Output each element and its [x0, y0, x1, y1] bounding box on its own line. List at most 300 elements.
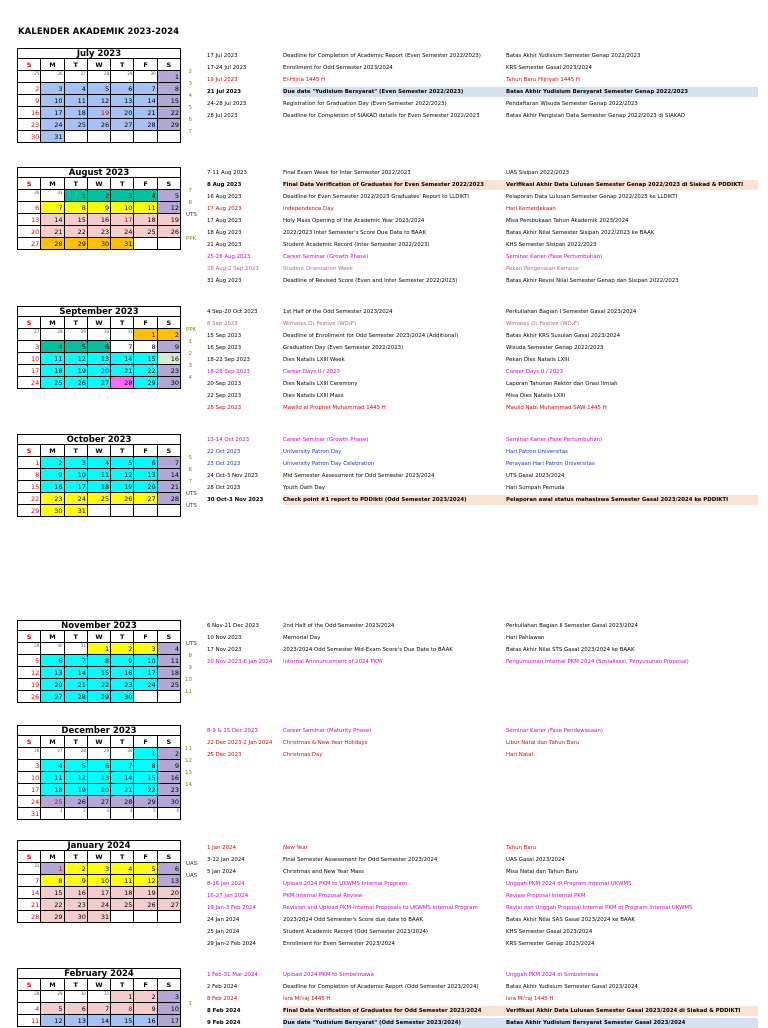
day-cell: 4 — [157, 643, 180, 655]
event-date: 17 Jul 2023 — [207, 53, 238, 59]
event-date: 25 Jan 2024 — [207, 929, 240, 935]
day-cell: 19 — [157, 214, 180, 226]
event-english: Career Days II / 2023 — [283, 369, 341, 375]
adjacent-month-day: 30 — [111, 748, 134, 760]
day-cell: 30 — [18, 131, 41, 143]
day-cell: 15 — [18, 481, 41, 493]
event-indonesian: Wisuda Semester Genap 2022/2023 — [506, 345, 604, 351]
day-cell: 3 — [18, 341, 41, 353]
weekday-header: T — [64, 59, 87, 71]
event-date: 17 Nov 2023 — [207, 647, 242, 653]
day-cell: 9 — [41, 469, 64, 481]
weekday-header: T — [64, 178, 87, 190]
month-title: July 2023 — [17, 48, 181, 58]
event-date: 16 Aug 2023 — [207, 194, 242, 200]
day-cell — [157, 131, 180, 143]
event-indonesian: Pendaftaran Wisuda Semester Genap 2022/2023 — [506, 101, 638, 107]
day-cell: 30 — [64, 911, 87, 923]
day-cell: 4 — [41, 341, 64, 353]
day-cell: 28 — [111, 377, 134, 389]
event-indonesian: Hari Sumpah Pemuda — [506, 485, 565, 491]
day-cell: 6 — [18, 202, 41, 214]
day-cell: 30 — [87, 238, 110, 250]
event-date: 16 Sep 2023 — [207, 345, 242, 351]
adjacent-month-day: 29 — [64, 329, 87, 341]
weekday-header: T — [64, 445, 87, 457]
event-english: Enrollment for Odd Semester 2023/2024 — [283, 65, 393, 71]
weekday-header: M — [41, 979, 64, 991]
event-row — [0, 307, 760, 317]
adjacent-month-day: 30 — [134, 71, 157, 83]
day-cell: 29 — [64, 238, 87, 250]
event-row — [0, 276, 760, 286]
day-cell: 25 — [111, 899, 134, 911]
day-cell: 22 — [64, 226, 87, 238]
day-cell: 2 — [64, 863, 87, 875]
day-cell: 13 — [64, 1015, 87, 1027]
day-cell: 9 — [111, 655, 134, 667]
weekday-header: W — [87, 736, 110, 748]
day-cell: 25 — [157, 679, 180, 691]
day-cell: 28 — [134, 119, 157, 131]
weekday-header: T — [111, 445, 134, 457]
event-english: Final Exam Week for Inter Semester 2022/2023 — [283, 170, 411, 176]
weekday-header: T — [111, 851, 134, 863]
weekday-header: F — [134, 979, 157, 991]
adjacent-month-day: 27 — [41, 748, 64, 760]
adjacent-month-day: 4 — [111, 808, 134, 820]
adjacent-month-day: 30 — [41, 643, 64, 655]
event-date: 13-14 Oct 2023 — [207, 437, 250, 443]
event-english: Final Data Verification of Graduates for Odd Semester 2023/2024 — [283, 1006, 507, 1016]
day-cell: 16 — [87, 214, 110, 226]
day-cell: 1 — [157, 71, 180, 83]
event-english: Due date "Yudisium Bersyarat" (Even Semester 2022/2023) — [283, 87, 507, 97]
event-english: Final Semester Assessment for Odd Semester 2023/2024 — [283, 857, 438, 863]
weekday-header: S — [18, 317, 41, 329]
adjacent-month-day: 29 — [111, 71, 134, 83]
weekday-header: S — [18, 851, 41, 863]
event-indonesian: Tahun Baru — [506, 845, 537, 851]
weekday-header: F — [134, 59, 157, 71]
day-cell: 23 — [18, 119, 41, 131]
event-row — [0, 750, 760, 760]
day-cell — [157, 691, 180, 703]
day-cell: 5 — [18, 655, 41, 667]
event-row — [0, 994, 760, 1004]
weekday-header: S — [18, 178, 41, 190]
day-cell: 26 — [111, 493, 134, 505]
event-row — [0, 75, 760, 85]
event-english: Student Academic Record (Odd Semester 2023/2024) — [283, 929, 429, 935]
event-date: 8 Aug 2023 — [207, 182, 242, 188]
event-date: 22 Oct 2023 — [207, 449, 241, 455]
adjacent-month-day: 28 — [64, 748, 87, 760]
day-cell: 16 — [111, 667, 134, 679]
event-english: Mid Semester Assessment for Odd Semester 2023/2024 — [283, 473, 435, 479]
weekday-header: T — [111, 178, 134, 190]
week-label: 11 — [185, 746, 192, 752]
weekday-header: F — [134, 851, 157, 863]
adjacent-month-day: 26 — [18, 748, 41, 760]
day-cell: 5 — [134, 863, 157, 875]
day-cell: 7 — [111, 760, 134, 772]
weekday-header: T — [64, 851, 87, 863]
week-label: 1 — [188, 339, 192, 345]
event-date: 24 Oct-3 Nov 2023 — [207, 473, 258, 479]
month-title: January 2024 — [17, 840, 181, 850]
day-cell: 5 — [87, 83, 110, 95]
day-cell — [87, 505, 110, 517]
day-cell: 22 — [157, 107, 180, 119]
day-cell: 5 — [111, 457, 134, 469]
day-cell: 24 — [41, 119, 64, 131]
day-cell: 2 — [18, 83, 41, 95]
event-date: 1 Jan 2024 — [207, 845, 236, 851]
event-date: 8 Feb 2024 — [207, 1008, 241, 1014]
day-cell: 5 — [157, 190, 180, 202]
day-cell: 30 — [41, 505, 64, 517]
day-cell: 27 — [157, 899, 180, 911]
event-row — [0, 63, 760, 73]
weekday-header: S — [157, 851, 180, 863]
day-cell: 20 — [157, 887, 180, 899]
event-date: 23 Oct 2023 — [207, 461, 241, 467]
adjacent-month-day: 30 — [18, 190, 41, 202]
event-date: 7-11 Aug 2023 — [207, 170, 247, 176]
event-indonesian: Batas Akhir Pengisian Data Semester Genap 2022/2023 di SIAKAD — [506, 113, 686, 119]
event-date: 28 Aug-2 Sep 2023 — [207, 266, 259, 272]
event-indonesian: Verifikasi Akhir Data Lulusan Semester Gasal 2023/2024 di Siakad & PDDIKTI — [506, 1006, 758, 1016]
day-cell: 27 — [134, 493, 157, 505]
event-indonesian: Perkuliahan Bagian II Semester Gasal 2023/2024 — [506, 623, 638, 629]
day-cell: 13 — [41, 667, 64, 679]
day-cell: 2 — [134, 991, 157, 1003]
event-row — [0, 621, 760, 631]
event-indonesian: Review Proposal Internal PKM — [506, 893, 586, 899]
day-cell: 11 — [41, 353, 64, 365]
event-date: 8-9 & 15 Dec 2023 — [207, 728, 258, 734]
event-indonesian: UAS Gasal 2023/2024 — [506, 857, 565, 863]
event-english: 2nd Half of the Odd Semester 2023/2024 — [283, 623, 395, 629]
event-indonesian: KHS Semester Sisipan 2022/2023 — [506, 242, 597, 248]
weekday-header: M — [41, 59, 64, 71]
weekday-header: S — [18, 445, 41, 457]
event-english: Check point #1 report to PDDikti (Odd Semester 2023/2024) — [283, 495, 507, 505]
day-cell: 22 — [134, 784, 157, 796]
week-label: 13 — [185, 770, 192, 776]
day-cell: 14 — [157, 469, 180, 481]
day-cell: 31 — [41, 131, 64, 143]
event-indonesian: Hari Natal — [506, 752, 534, 758]
day-cell: 7 — [41, 202, 64, 214]
weekday-header: F — [134, 736, 157, 748]
event-date: 8-16 Jan 2024 — [207, 881, 245, 887]
event-english: University Patron Day — [283, 449, 342, 455]
event-date: 31 Aug 2023 — [207, 278, 242, 284]
event-indonesian: Batas Akhir Revisi Nilai Semester Genap dan Sisipan 2022/2023 — [506, 278, 679, 284]
day-cell: 6 — [64, 1003, 87, 1015]
event-row — [0, 915, 760, 925]
event-row — [0, 483, 760, 493]
day-cell: 2 — [157, 748, 180, 760]
day-cell: 3 — [18, 760, 41, 772]
weekday-header: W — [87, 631, 110, 643]
day-cell: 1 — [87, 643, 110, 655]
day-cell: 10 — [111, 202, 134, 214]
event-row — [0, 99, 760, 109]
event-date: 21 Jul 2023 — [207, 89, 241, 95]
adjacent-month-day: 2 — [64, 808, 87, 820]
day-cell: 9 — [157, 341, 180, 353]
weekday-header: T — [111, 736, 134, 748]
adjacent-month-day: 31 — [18, 863, 41, 875]
day-cell: 12 — [18, 667, 41, 679]
event-date: 19 Jul 2023 — [207, 77, 238, 83]
week-label: 8 — [188, 200, 192, 206]
weekday-header: M — [41, 736, 64, 748]
event-indonesian: Pekan Dies Natalis LXIII — [506, 357, 570, 363]
event-date: 8 Feb 2024 — [207, 996, 238, 1002]
adjacent-month-day: 30 — [64, 991, 87, 1003]
day-cell: 29 — [157, 119, 180, 131]
event-date: 21 Aug 2023 — [207, 242, 242, 248]
weekday-header: T — [64, 317, 87, 329]
week-label: 2 — [188, 69, 192, 75]
event-date: 24-28 Jul 2023 — [207, 101, 247, 107]
week-label: UAS — [186, 861, 198, 867]
day-cell: 23 — [87, 226, 110, 238]
day-cell: 17 — [111, 214, 134, 226]
event-english: Holy Mass Opening of the Academic Year 2023/2024 — [283, 218, 425, 224]
day-cell: 7 — [111, 341, 134, 353]
event-indonesian: Tahun Baru Hijriyah 1445 H — [506, 77, 580, 83]
day-cell: 20 — [18, 226, 41, 238]
day-cell: 16 — [41, 481, 64, 493]
day-cell: 26 — [157, 226, 180, 238]
day-cell: 3 — [87, 863, 110, 875]
weekday-header: F — [134, 445, 157, 457]
day-cell — [157, 505, 180, 517]
day-cell: 13 — [18, 214, 41, 226]
event-row — [0, 252, 760, 262]
event-indonesian: Isra Mi'raj 1445 H — [506, 996, 554, 1002]
day-cell: 26 — [134, 899, 157, 911]
day-cell: 15 — [134, 353, 157, 365]
event-indonesian: Verifikasi Akhir Data Lulusan Semester Genap 2022/2023 di Siakad & PDDIKTI — [506, 180, 758, 190]
adjacent-month-day: 6 — [157, 808, 180, 820]
day-cell: 18 — [134, 214, 157, 226]
event-english: Upload 2024 PKM to UKWMS Internal Program — [283, 881, 407, 887]
day-cell: 24 — [87, 899, 110, 911]
day-cell: 8 — [157, 83, 180, 95]
day-cell: 5 — [64, 760, 87, 772]
event-english: Dies Natalis LXIII Ceremony — [283, 381, 358, 387]
event-indonesian: Unggah PKM 2024 di Program Internal UKWMS — [506, 881, 632, 887]
event-row — [0, 633, 760, 643]
event-row — [0, 192, 760, 202]
event-indonesian: Batas Akhir Nilai STS Gasal 2023/2024 ke BAAK — [506, 647, 635, 653]
day-cell: 13 — [134, 469, 157, 481]
day-cell: 14 — [134, 95, 157, 107]
event-date: 20 Sep 2023 — [207, 381, 242, 387]
day-cell: 3 — [157, 991, 180, 1003]
day-cell: 27 — [41, 691, 64, 703]
event-english: Memorial Day — [283, 635, 321, 641]
event-english: El-Hijria 1445 H — [283, 77, 326, 83]
day-cell: 24 — [111, 226, 134, 238]
day-cell: 12 — [111, 469, 134, 481]
day-cell: 4 — [64, 83, 87, 95]
day-cell: 30 — [111, 691, 134, 703]
event-row — [0, 1018, 760, 1028]
weekday-header: W — [87, 979, 110, 991]
week-label: 3 — [188, 81, 192, 87]
day-cell: 8 — [111, 1003, 134, 1015]
day-cell: 16 — [134, 1015, 157, 1027]
day-cell: 14 — [41, 214, 64, 226]
event-english: 2023/2024 Odd Semester Mid-Exam Score's Due Date to BAAK — [283, 647, 453, 653]
weekday-header: M — [41, 317, 64, 329]
event-indonesian: KHS Semester Gasal 2023/2024 — [506, 929, 593, 935]
day-cell — [64, 131, 87, 143]
day-cell: 2 — [87, 190, 110, 202]
weekday-header: T — [64, 979, 87, 991]
weekday-header: S — [157, 317, 180, 329]
day-cell: 1 — [18, 457, 41, 469]
day-cell: 19 — [87, 107, 110, 119]
event-row — [0, 264, 760, 274]
month-title: November 2023 — [17, 620, 181, 630]
day-cell: 15 — [111, 1015, 134, 1027]
weekday-header: M — [41, 851, 64, 863]
day-cell: 12 — [134, 875, 157, 887]
event-english: PKM Internal Proposal Review — [283, 893, 363, 899]
event-indonesian: Pelaporan awal status mahasiswa Semester Gasal 2023/2024 ke PDDIKTI — [506, 495, 758, 505]
event-date: 2 Feb 2024 — [207, 984, 238, 990]
event-english: Deadline of Revised Score (Even and Inter Semester 2022/2023) — [283, 278, 458, 284]
day-cell: 11 — [64, 95, 87, 107]
event-row — [0, 939, 760, 949]
weekday-header: T — [111, 59, 134, 71]
weekday-header: S — [157, 445, 180, 457]
event-date: 3-12 Jan 2024 — [207, 857, 245, 863]
event-date: 28 Jul 2023 — [207, 113, 238, 119]
weekday-header: W — [87, 317, 110, 329]
event-indonesian: Perayaan Hari Patron Universitas — [506, 461, 595, 467]
day-cell: 14 — [111, 772, 134, 784]
adjacent-month-day: 27 — [64, 71, 87, 83]
event-indonesian: Batas Akhir Yudisium Bersyarat Semester Gasal 2023/2024 — [506, 1018, 758, 1028]
event-indonesian: Misa Natal dan Tahun Baru — [506, 869, 579, 875]
event-row — [0, 495, 760, 505]
event-row — [0, 403, 760, 413]
day-cell: 25 — [87, 493, 110, 505]
day-cell: 9 — [64, 875, 87, 887]
weekday-header: W — [87, 851, 110, 863]
day-cell: 14 — [111, 353, 134, 365]
week-label: 11 — [185, 689, 192, 695]
weekday-header: S — [157, 59, 180, 71]
day-cell: 19 — [134, 887, 157, 899]
day-cell: 4 — [18, 1003, 41, 1015]
day-cell: 28 — [18, 911, 41, 923]
event-english: Dies Natalis LXIII Mass — [283, 393, 344, 399]
day-cell: 1 — [41, 863, 64, 875]
weekday-header: S — [18, 59, 41, 71]
day-cell: 1 — [111, 991, 134, 1003]
event-indonesian: KRS Semester Gasal 2023/2024 — [506, 65, 592, 71]
day-cell: 9 — [18, 95, 41, 107]
day-cell: 29 — [18, 505, 41, 517]
day-cell: 8 — [134, 341, 157, 353]
day-cell: 18 — [87, 481, 110, 493]
day-cell: 13 — [87, 353, 110, 365]
event-date: 17 Aug 2023 — [207, 218, 242, 224]
week-label: 2 — [188, 351, 192, 357]
event-date: 6 Nov-21 Dec 2023 — [207, 623, 259, 629]
event-indonesian: Pekan Pengenalan Kampus — [506, 266, 579, 272]
weekday-header: W — [87, 445, 110, 457]
event-row — [0, 435, 760, 445]
event-row — [0, 471, 760, 481]
day-cell: 21 — [111, 784, 134, 796]
event-row — [0, 867, 760, 877]
day-cell — [111, 131, 134, 143]
day-cell: 13 — [111, 95, 134, 107]
week-label: 9 — [188, 665, 192, 671]
adjacent-month-day: 25 — [18, 71, 41, 83]
event-indonesian: Career Days II / 2023 — [506, 369, 564, 375]
week-label: 7 — [188, 188, 192, 194]
adjacent-month-day: 1 — [41, 808, 64, 820]
event-row — [0, 343, 760, 353]
adjacent-month-day: 27 — [18, 329, 41, 341]
day-cell: 3 — [41, 83, 64, 95]
day-cell: 20 — [41, 679, 64, 691]
day-cell: 24 — [64, 493, 87, 505]
event-date: 24 Jan 2024 — [207, 917, 240, 923]
day-cell: 2 — [157, 329, 180, 341]
day-cell: 18 — [41, 365, 64, 377]
event-date: 30 Oct-3 Nov 2023 — [207, 497, 264, 503]
day-cell: 9 — [87, 202, 110, 214]
day-cell: 7 — [157, 457, 180, 469]
day-cell: 26 — [64, 796, 87, 808]
event-date: 18-22 Sep 2023 — [207, 357, 250, 363]
day-cell: 2 — [41, 457, 64, 469]
day-cell: 21 — [64, 679, 87, 691]
weekday-header: S — [18, 979, 41, 991]
day-cell: 22 — [18, 493, 41, 505]
day-cell: 6 — [134, 457, 157, 469]
event-english: Deadline for Completion of SIAKAD details for Even Semester 2022/2023 — [283, 113, 480, 119]
event-indonesian: UTS Gasal 2023/2024 — [506, 473, 565, 479]
day-cell: 28 — [64, 691, 87, 703]
day-cell: 24 — [134, 679, 157, 691]
day-cell: 9 — [134, 1003, 157, 1015]
day-cell: 28 — [111, 796, 134, 808]
event-english: Independence Day — [283, 206, 334, 212]
day-cell: 4 — [41, 760, 64, 772]
event-date: 22 Dec 2023-2 Jan 2024 — [207, 740, 273, 746]
week-label: 5 — [188, 455, 192, 461]
day-cell: 12 — [157, 202, 180, 214]
week-label: 4 — [188, 375, 192, 381]
day-cell: 11 — [134, 202, 157, 214]
event-indonesian: Misa Pembukaan Tahun Akademik 2023/2024 — [506, 218, 629, 224]
day-cell: 6 — [111, 83, 134, 95]
